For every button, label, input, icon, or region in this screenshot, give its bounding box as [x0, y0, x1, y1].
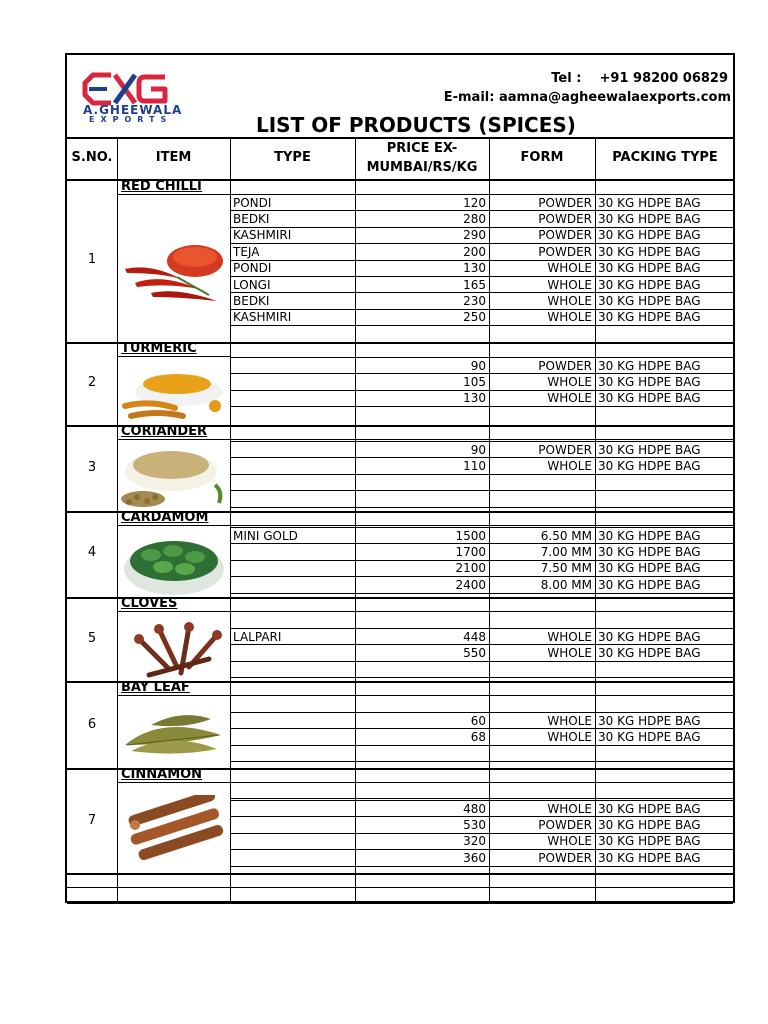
packing-cell: 30 KG HDPE BAG [598, 729, 701, 744]
form-cell: WHOLE [547, 261, 592, 276]
form-cell: 6.50 MM [540, 528, 592, 543]
price-cell: 1700 [455, 544, 486, 559]
grid-line [230, 525, 733, 526]
packing-cell: 30 KG HDPE BAG [598, 358, 701, 373]
packing-cell: 30 KG HDPE BAG [598, 310, 701, 325]
form-cell: POWDER [538, 817, 592, 832]
packing-cell: 30 KG HDPE BAG [598, 544, 701, 559]
packing-cell: 30 KG HDPE BAG [598, 442, 701, 457]
column-header-packing: PACKING TYPE [612, 150, 718, 165]
column-header-sno: S.NO. [71, 150, 113, 165]
packing-cell: 30 KG HDPE BAG [598, 561, 701, 576]
price-cell: 320 [463, 834, 486, 849]
grid-line [117, 782, 230, 783]
form-cell: WHOLE [547, 713, 592, 728]
packing-cell: 30 KG HDPE BAG [598, 277, 701, 292]
price-cell: 60 [470, 713, 486, 728]
type-cell: BEDKI [233, 211, 270, 226]
price-cell: 290 [463, 228, 486, 243]
grid-line [230, 474, 733, 475]
grid-line [230, 661, 733, 662]
serial-number-3: 3 [87, 459, 97, 475]
packing-cell: 30 KG HDPE BAG [598, 195, 701, 210]
packing-cell: 30 KG HDPE BAG [598, 374, 701, 389]
grid-line [230, 745, 733, 746]
form-cell: WHOLE [547, 374, 592, 389]
serial-number-2: 2 [87, 374, 97, 390]
packing-cell: 30 KG HDPE BAG [598, 577, 701, 592]
form-cell: POWDER [538, 211, 592, 226]
type-cell: BEDKI [233, 293, 270, 308]
price-list-sheet [65, 53, 735, 903]
packing-cell: 30 KG HDPE BAG [598, 817, 701, 832]
packing-cell: 30 KG HDPE BAG [598, 211, 701, 226]
packing-cell: 30 KG HDPE BAG [598, 850, 701, 865]
price-cell: 200 [463, 244, 486, 259]
type-cell: LONGI [233, 277, 271, 292]
price-cell: 68 [470, 729, 486, 744]
form-cell: WHOLE [547, 391, 592, 406]
grid-line [230, 406, 733, 407]
grid-line [230, 866, 733, 867]
company-name: A.GHEEWALA [83, 103, 183, 117]
form-cell: 7.50 MM [540, 561, 592, 576]
price-cell: 2100 [455, 561, 486, 576]
column-header-item: ITEM [155, 150, 192, 165]
grid-line [67, 137, 733, 139]
form-cell: POWDER [538, 228, 592, 243]
packing-cell: 30 KG HDPE BAG [598, 713, 701, 728]
grid-line [230, 782, 733, 783]
form-cell: 7.00 MM [540, 544, 592, 559]
price-cell: 165 [463, 277, 486, 292]
packing-cell: 30 KG HDPE BAG [598, 801, 701, 816]
type-cell: KASHMIRI [233, 228, 292, 243]
packing-cell: 30 KG HDPE BAG [598, 293, 701, 308]
packing-cell: 30 KG HDPE BAG [598, 228, 701, 243]
price-cell: 110 [463, 458, 486, 473]
packing-cell: 30 KG HDPE BAG [598, 391, 701, 406]
grid-line [595, 137, 596, 903]
grid-line [117, 439, 230, 440]
grid-line [230, 507, 733, 508]
price-cell: 280 [463, 211, 486, 226]
price-cell: 90 [470, 442, 486, 457]
product-name-4: CARDAMOM [121, 510, 209, 525]
product-name-1: RED CHILLI [121, 179, 202, 194]
packing-cell: 30 KG HDPE BAG [598, 834, 701, 849]
form-cell: WHOLE [547, 310, 592, 325]
form-cell: POWDER [538, 850, 592, 865]
packing-cell: 30 KG HDPE BAG [598, 244, 701, 259]
serial-number-5: 5 [87, 631, 97, 646]
packing-cell: 30 KG HDPE BAG [598, 458, 701, 473]
grid-line [117, 695, 230, 696]
cloves-image [129, 619, 229, 683]
type-cell: TEJA [233, 244, 260, 259]
grid-line [117, 137, 118, 903]
company-subtitle: EXPORTS [89, 115, 173, 124]
form-cell: WHOLE [547, 834, 592, 849]
grid-line [117, 611, 230, 612]
packing-cell: 30 KG HDPE BAG [598, 629, 701, 644]
column-header-price-line1: PRICE EX- [386, 141, 458, 156]
price-cell: 530 [463, 817, 486, 832]
grid-line [67, 873, 733, 875]
column-header-price-line2: MUMBAI/RS/KG [366, 160, 478, 175]
form-cell: WHOLE [547, 293, 592, 308]
grid-line [230, 677, 733, 678]
grid-line [67, 887, 733, 888]
product-name-7: CINNAMON [121, 767, 203, 782]
serial-number-6: 6 [87, 716, 97, 732]
grid-line [117, 194, 230, 195]
price-cell: 250 [463, 310, 486, 325]
grid-line [117, 525, 230, 526]
cinnamon-image [121, 795, 229, 861]
price-cell: 130 [463, 261, 486, 276]
form-cell: WHOLE [547, 277, 592, 292]
type-cell: KASHMIRI [233, 310, 292, 325]
price-cell: 1500 [455, 528, 486, 543]
form-cell: POWDER [538, 442, 592, 457]
grid-line [230, 439, 733, 440]
grid-line [67, 903, 733, 904]
type-cell: PONDI [233, 261, 272, 276]
contact-email: E-mail: aamna@agheewalaexports.com [443, 90, 731, 105]
price-cell: 480 [463, 801, 486, 816]
column-header-form: FORM [520, 150, 564, 165]
packing-cell: 30 KG HDPE BAG [598, 261, 701, 276]
price-cell: 360 [463, 850, 486, 865]
serial-number-7: 7 [87, 812, 97, 828]
price-cell: 90 [470, 358, 486, 373]
form-cell: WHOLE [547, 458, 592, 473]
product-name-5: CLOVES [121, 596, 178, 611]
form-cell: WHOLE [547, 729, 592, 744]
price-cell: 230 [463, 293, 486, 308]
grid-line [230, 761, 733, 762]
packing-cell: 30 KG HDPE BAG [598, 528, 701, 543]
grid-line [230, 611, 733, 612]
page-title: LIST OF PRODUCTS (SPICES) [256, 113, 576, 137]
packing-cell: 30 KG HDPE BAG [598, 645, 701, 660]
price-cell: 448 [463, 629, 486, 644]
type-cell: PONDI [233, 195, 272, 210]
bay-leaf-image [121, 705, 227, 757]
product-name-3: CORIANDER [121, 424, 208, 439]
form-cell: WHOLE [547, 801, 592, 816]
form-cell: WHOLE [547, 645, 592, 660]
type-cell: MINI GOLD [233, 528, 298, 543]
price-cell: 130 [463, 391, 486, 406]
price-cell: 105 [463, 374, 486, 389]
product-name-6: BAY LEAF [121, 680, 190, 695]
serial-number-4: 4 [87, 545, 97, 560]
cardamom-image [121, 529, 227, 599]
column-header-type: TYPE [274, 150, 311, 165]
grid-line [230, 325, 733, 326]
grid-line [230, 695, 733, 696]
grid-line [230, 137, 231, 903]
price-cell: 2400 [455, 577, 486, 592]
form-cell: POWDER [538, 244, 592, 259]
form-cell: POWDER [538, 195, 592, 210]
contact-tel: Tel : +91 98200 06829 [551, 71, 728, 86]
coriander-image [119, 445, 231, 509]
type-cell: LALPARI [233, 629, 282, 644]
grid-line [230, 593, 733, 594]
price-cell: 120 [463, 195, 486, 210]
serial-number-1: 1 [87, 252, 97, 267]
turmeric-image [121, 366, 229, 420]
red-chilli-image [121, 233, 227, 307]
product-name-2: TURMERIC [121, 341, 197, 356]
form-cell: POWDER [538, 358, 592, 373]
form-cell: WHOLE [547, 629, 592, 644]
price-cell: 550 [463, 645, 486, 660]
grid-line [230, 490, 733, 491]
grid-line [117, 356, 230, 357]
form-cell: 8.00 MM [540, 577, 592, 592]
